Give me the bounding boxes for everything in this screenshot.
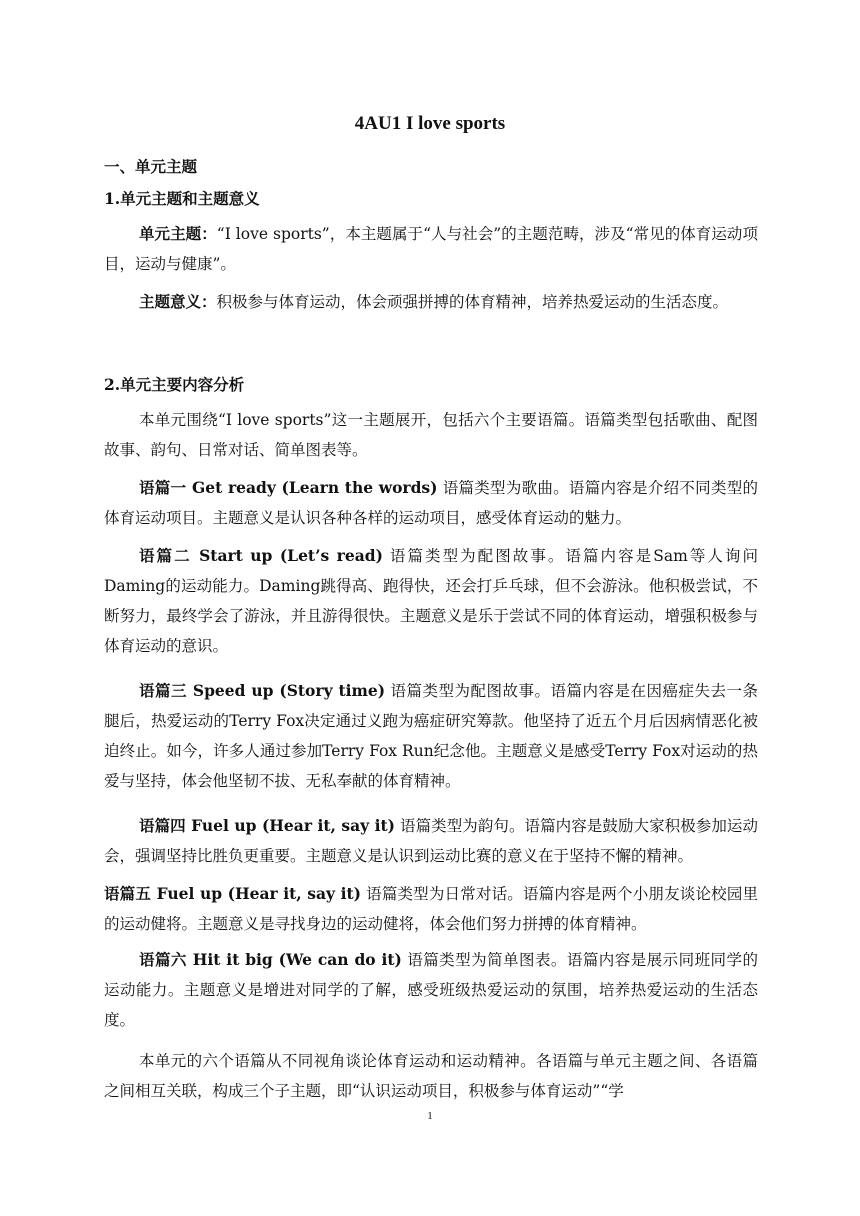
paragraph-text-six [104,945,758,1035]
document-title: 4AU1 I love sports [354,113,506,134]
text-text-one: 语篇类型为歌曲。语篇内容是介绍不同类型的体育运动项目。主题意义是认识各种各样的运动项目，感受体育运动的魅力。 [104,479,758,527]
text-unit-theme: “I love sports”，本主题属于“人与社会”的主题范畴，涉及“常见的体育运动项目，运动与健康”。 [104,225,758,273]
paragraph-text-two [104,541,758,661]
paragraph-unit-overview: 本单元围绕“I love sports”这一主题展开，包括六个主要语篇。语篇类型包括歌曲、配图故事、韵句、日常对话、简单图表等。 [104,411,758,459]
label-text-one: 语篇一 Get ready (Learn the words) [139,478,438,497]
label-text-three: 语篇三 Speed up (Story time) [139,681,386,700]
text-text-six: 语篇类型为简单图表。语篇内容是展示同班同学的运动能力。主题意义是增进对同学的了解，感受班级热爱运动的氛围，培养热爱运动的生活态度。 [104,951,758,1029]
paragraph-unit-summary: 本单元的六个语篇从不同视角谈论体育运动和运动精神。各语篇与单元主题之间、各语篇之间相互关联，构成三个子主题，即“认识运动项目，积极参与体育运动”“学 [104,1052,758,1100]
label-unit-theme: 单元主题： [139,224,217,243]
paragraph-text-four [104,811,758,871]
text-text-four: 语篇类型为韵句。语篇内容是鼓励大家积极参加运动会，强调坚持比胜负更重要。主题意义是认识到运动比赛的意义在于坚持不懈的精神。 [104,817,758,865]
paragraph-theme-meaning [104,287,758,317]
text-theme-meaning: 积极参与体育运动，体会顽强拼搏的体育精神，培养热爱运动的生活态度。 [216,293,729,311]
section-heading-unit-theme: 一、单元主题 [104,157,198,176]
text-text-five: 语篇类型为日常对话。语篇内容是两个小朋友谈论校园里的运动健将。主题意义是寻找身边的运动健将，体会他们努力拼搏的体育精神。 [104,885,758,933]
paragraph-text-five [104,879,758,939]
label-text-four: 语篇四 Fuel up (Hear it, say it) [139,816,395,835]
label-text-two: 语篇二 Start up (Let’s read) [139,546,383,565]
label-text-six: 语篇六 Hit it big (We can do it) [139,950,402,969]
text-text-two: 语篇类型为配图故事。语篇内容是Sam等人询问Daming的运动能力。Daming跳得高、跑得快，还会打乒乓球，但不会游泳。他积极尝试，不断努力，最终学会了游泳，并且游得很快。主题意义是乐于尝试不同的体育运动，增强积极参与体育运动的意识。 [104,547,758,655]
label-text-five: 语篇五 Fuel up (Hear it, say it) [104,884,362,903]
paragraph-text-three [104,676,758,796]
paragraph-text-one [104,473,758,533]
paragraph-unit-theme [104,219,758,279]
label-theme-meaning: 主题意义： [139,292,217,311]
subsection-heading-theme-meaning: 1.单元主题和主题意义 [104,189,260,208]
subsection-heading-content-analysis: 2.单元主要内容分析 [104,375,245,394]
page-number: 1 [427,1110,433,1122]
text-text-three: 语篇类型为配图故事。语篇内容是在因癌症失去一条腿后，热爱运动的Terry Fox决定通过义跑为癌症研究筹款。他坚持了近五个月后因病情恶化被迫终止。如今，许多人通过参加Terry Fox Run纪念他。主题意义是感受Terry Fox对运动的热爱与坚持，体会他坚韧不拔、无私奉献的体育精神。 [104,682,758,790]
